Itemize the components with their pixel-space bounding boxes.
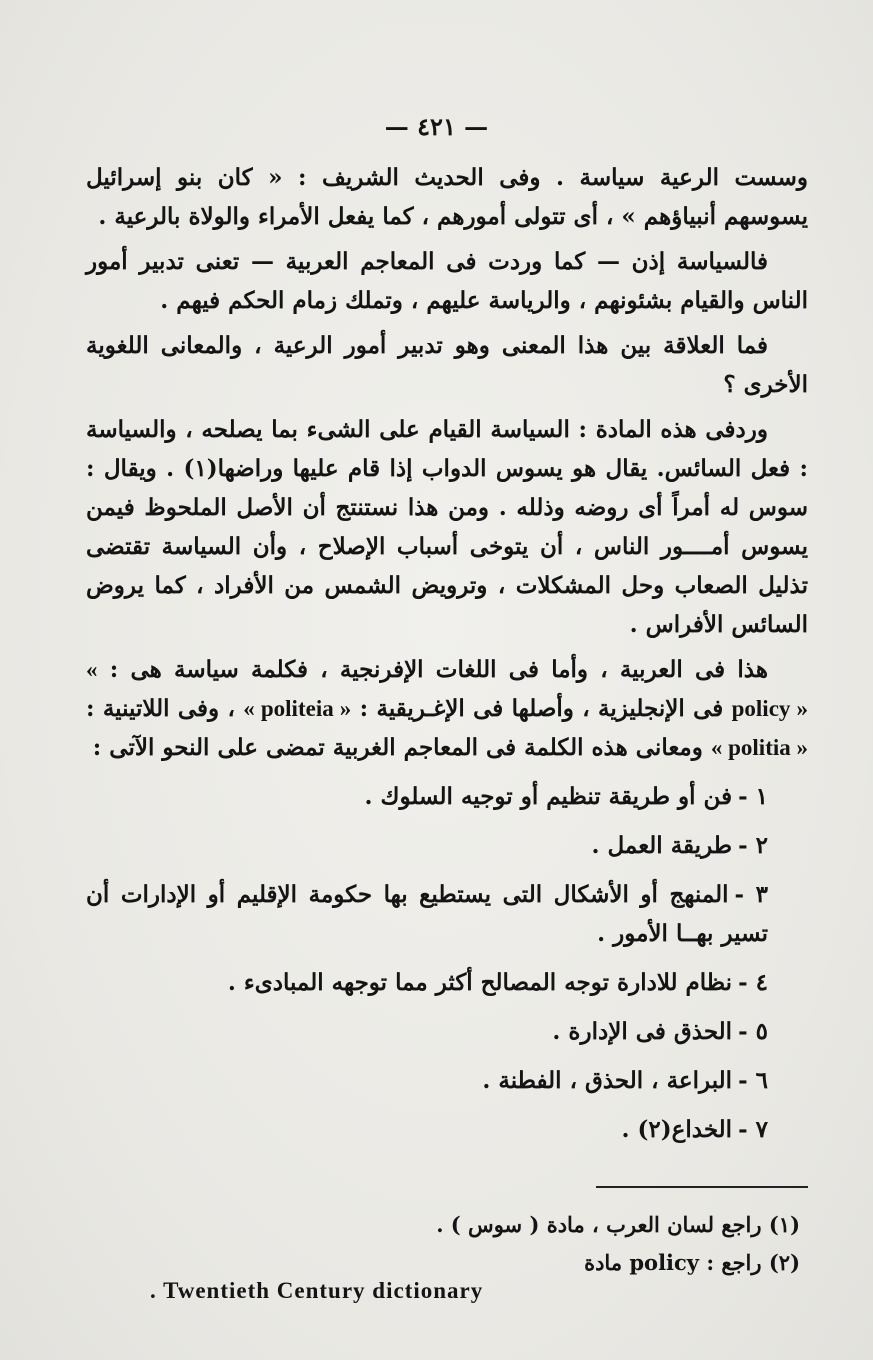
paragraph-5-part-c: ، وفى اللاتينية :	[86, 695, 235, 722]
list-item-number: ٢ -	[738, 832, 768, 859]
paragraph-2: فالسياسة إذن — كما وردت فى المعاجم العربية — تعنى تدبير أمور الناس والقيام بشئونهم ، والرياسة عليهم ، وتملك زمام الحكم فيهم .	[86, 248, 808, 314]
list-item	[86, 826, 808, 865]
paragraph-5-part-d: ومعانى هذه الكلمة فى المعاجم الغربية تمضى على النحو الآتى :	[92, 734, 703, 761]
list-item-text: الحذق فى الإدارة .	[552, 1018, 733, 1045]
paragraph-4: وردفى هذه المادة : السياسة القيام على الشىء بما يصلحه ، والسياسة : فعل السائس. يقال هو يسوس الدواب إذا قام عليها وراضها(١) . ويقال : سوس له أمراً أى روضه وذلله . ومن هذا نستنتج أن الأصل الملحوظ فيمن يسوس أمــــور الناس ، أن يتوخى أسباب الإصلاح ، وأن السياسة تقتضى تذليل الصعاب وحل المشكلات ، وترويض الشمس من الأفراد ، كما يروض السائس الأفراس .	[86, 416, 808, 638]
list-item	[86, 777, 808, 816]
term-policy: « policy »	[86, 657, 808, 721]
list-item	[86, 1012, 808, 1051]
footnotes	[150, 1206, 800, 1282]
paragraph-5	[86, 650, 808, 767]
definitions-list	[86, 777, 808, 1149]
term-politeia: « politeia »	[243, 696, 352, 721]
list-item-number: ٧ -	[738, 1116, 768, 1143]
list-item-text: المنهج أو الأشكال التى يستطيع بها حكومة الإقليم أو الإدارات أن تسير بهــا الأمور .	[86, 881, 768, 947]
list-item-text: طريقة العمل .	[591, 832, 733, 859]
footnote-2: (٢) راجع : policy مادة	[584, 1250, 800, 1275]
list-item-number: ١ -	[738, 783, 768, 810]
list-item-number: ٤ -	[738, 969, 768, 996]
page-number: — ٤٢١ —	[384, 112, 489, 141]
list-item-number: ٥ -	[738, 1018, 768, 1045]
list-item	[86, 963, 808, 1002]
paragraph-5-part-b: فى الإنجليزية ، وأصلها فى الإغـريقية :	[359, 695, 724, 722]
list-item-number: ٦ -	[738, 1067, 768, 1094]
main-text	[86, 158, 808, 1159]
list-item	[86, 875, 808, 953]
term-politia: « politia »	[710, 735, 808, 760]
paragraph-5-part-a: هذا فى العربية ، وأما فى اللغات الإفرنجية ، فكلمة سياسة هى :	[109, 656, 768, 683]
list-item-number: ٣ -	[734, 881, 768, 908]
footnote-2-english: . Twentieth Century dictionary	[150, 1278, 484, 1303]
list-item	[86, 1061, 808, 1100]
list-item-text: الخداع(٢) .	[621, 1116, 733, 1143]
list-item	[86, 1110, 808, 1149]
list-item-text: البراعة ، الحذق ، الفطنة .	[482, 1067, 733, 1094]
list-item-text: نظام للادارة توجه المصالح أكثر مما توجهه المبادىء .	[227, 969, 733, 996]
footnote-1: (١) راجع لسان العرب ، مادة ( سوس ) .	[436, 1212, 800, 1237]
paragraph-1: وسست الرعية سياسة . وفى الحديث الشريف : « كان بنو إسرائيل يسوسهم أنبياؤهم » ، أى تتولى أمورهم ، كما يفعل الأمراء والولاة بالرعية .	[86, 164, 808, 230]
footnote-divider	[596, 1186, 808, 1188]
paragraph-3: فما العلاقة بين هذا المعنى وهو تدبير أمور الرعية ، والمعانى اللغوية الأخرى ؟	[86, 332, 808, 398]
list-item-text: فن أو طريقة تنظيم أو توجيه السلوك .	[364, 783, 733, 810]
